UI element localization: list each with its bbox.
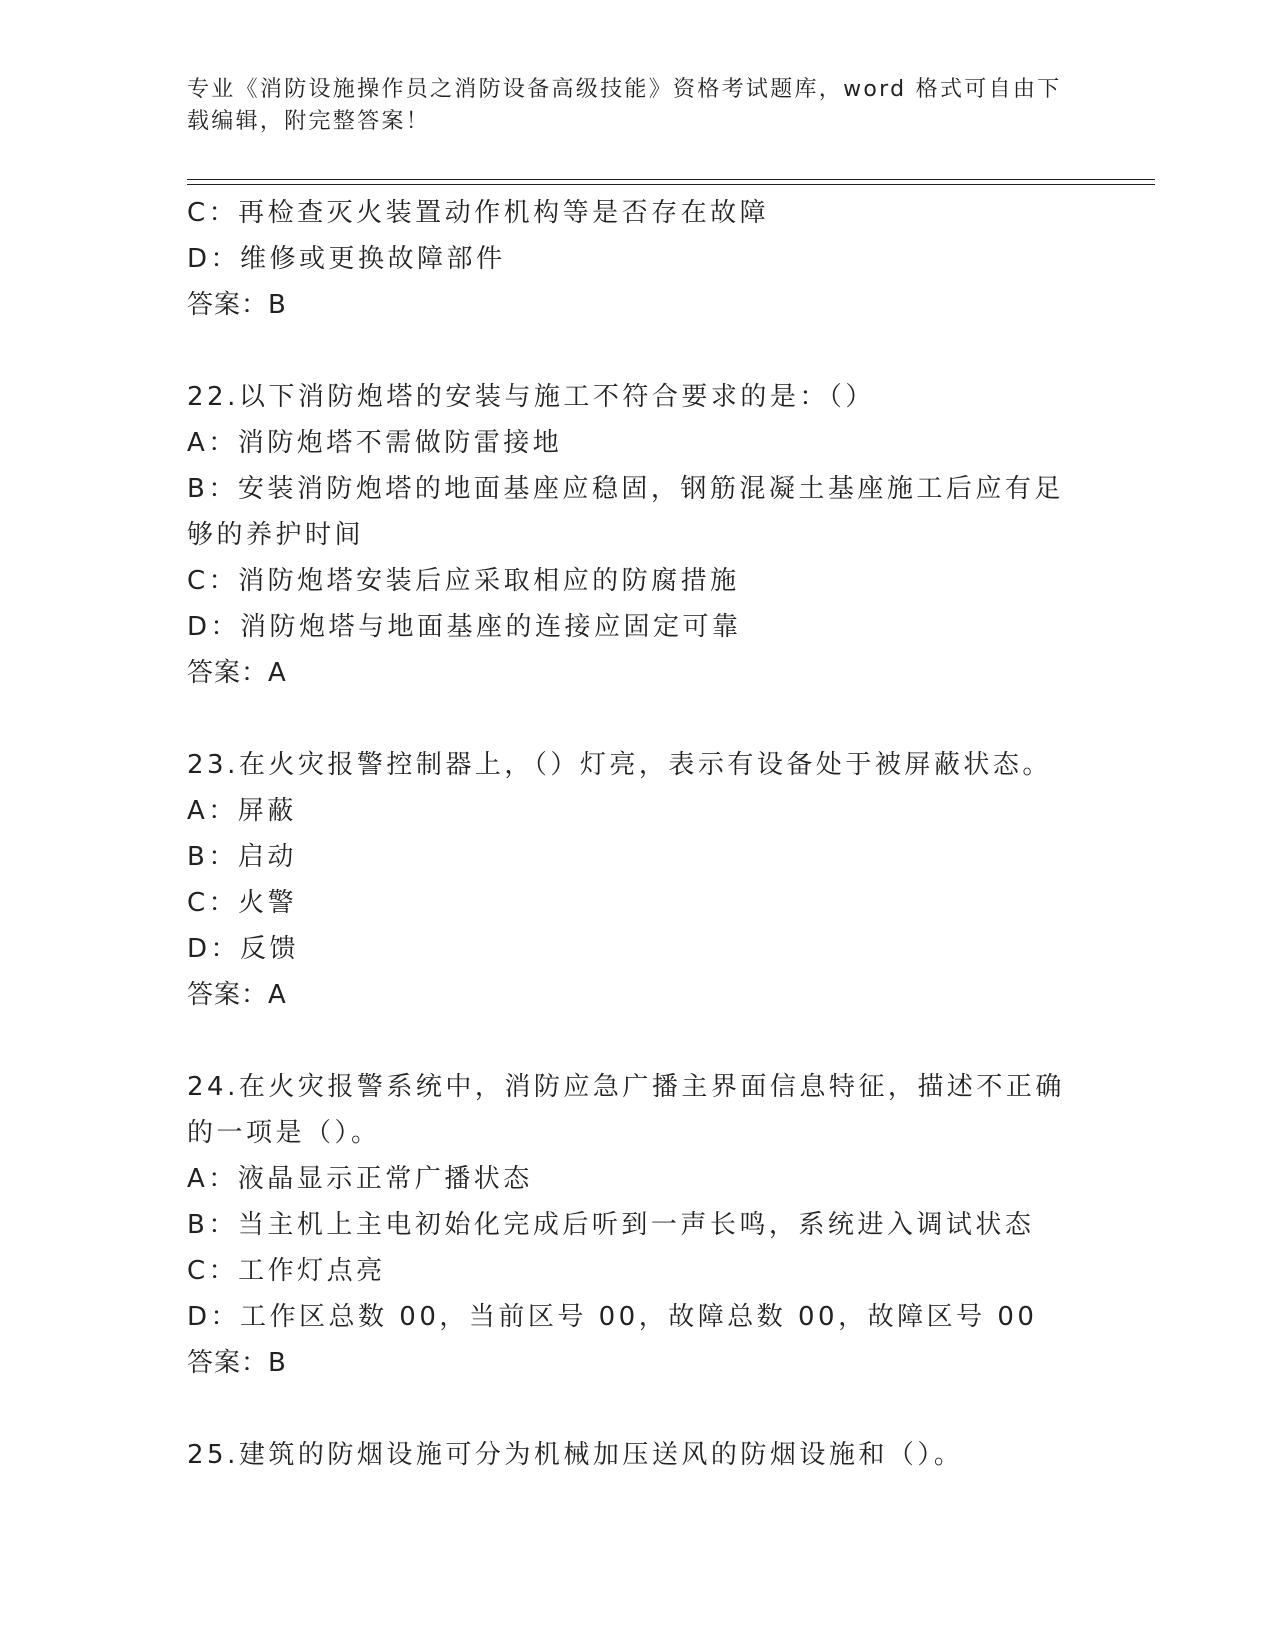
option-a: A：屏蔽 (187, 796, 297, 826)
option-d: D：工作区总数 00，当前区号 00，故障总数 00，故障区号 00 (187, 1302, 1038, 1332)
question-continued (187, 190, 1087, 328)
option-c: C：再检查灭火装置动作机构等是否存在故障 (187, 198, 770, 228)
option-c: C：火警 (187, 888, 298, 918)
header-rule-bottom (187, 184, 1155, 185)
question-stem: 25.建筑的防烟设施可分为机械加压送风的防烟设施和（）。 (187, 1440, 964, 1470)
answer-line: 答案：A (187, 658, 287, 688)
spacer (187, 1018, 1087, 1064)
document-header: 专业《消防设施操作员之消防设备高级技能》资格考试题库，word 格式可自由下载编辑，附完整答案！ (187, 77, 1062, 134)
spacer (187, 1386, 1087, 1432)
option-b: B：启动 (187, 842, 297, 872)
option-d: D：维修或更换故障部件 (187, 244, 506, 274)
spacer (187, 696, 1087, 742)
answer-line: 答案：A (187, 980, 287, 1010)
answer-line: 答案：B (187, 1348, 287, 1378)
question-stem: 22.以下消防炮塔的安装与施工不符合要求的是：（） (187, 382, 875, 412)
spacer (187, 328, 1087, 374)
option-b: B：安装消防炮塔的地面基座应稳固，钢筋混凝土基座施工后应有足够的养护时间 (187, 474, 1064, 550)
question-24 (187, 1064, 1087, 1386)
question-22 (187, 374, 1087, 696)
option-c: C：工作灯点亮 (187, 1256, 386, 1286)
header-rule-top (187, 179, 1155, 180)
question-23 (187, 742, 1087, 1018)
question-stem: 23.在火灾报警控制器上，（）灯亮，表示有设备处于被屏蔽状态。 (187, 750, 1052, 780)
answer-line: 答案：B (187, 290, 287, 320)
option-d: D：反馈 (187, 934, 300, 964)
option-c: C：消防炮塔安装后应采取相应的防腐措施 (187, 566, 740, 596)
option-b: B：当主机上主电初始化完成后听到一声长鸣，系统进入调试状态 (187, 1210, 1035, 1240)
option-d: D：消防炮塔与地面基座的连接应固定可靠 (187, 612, 742, 642)
question-25 (187, 1432, 1087, 1478)
question-stem: 24.在火灾报警系统中，消防应急广播主界面信息特征，描述不正确的一项是（）。 (187, 1072, 1065, 1148)
question-list (187, 190, 1087, 1478)
option-a: A：消防炮塔不需做防雷接地 (187, 428, 563, 458)
option-a: A：液晶显示正常广播状态 (187, 1164, 533, 1194)
